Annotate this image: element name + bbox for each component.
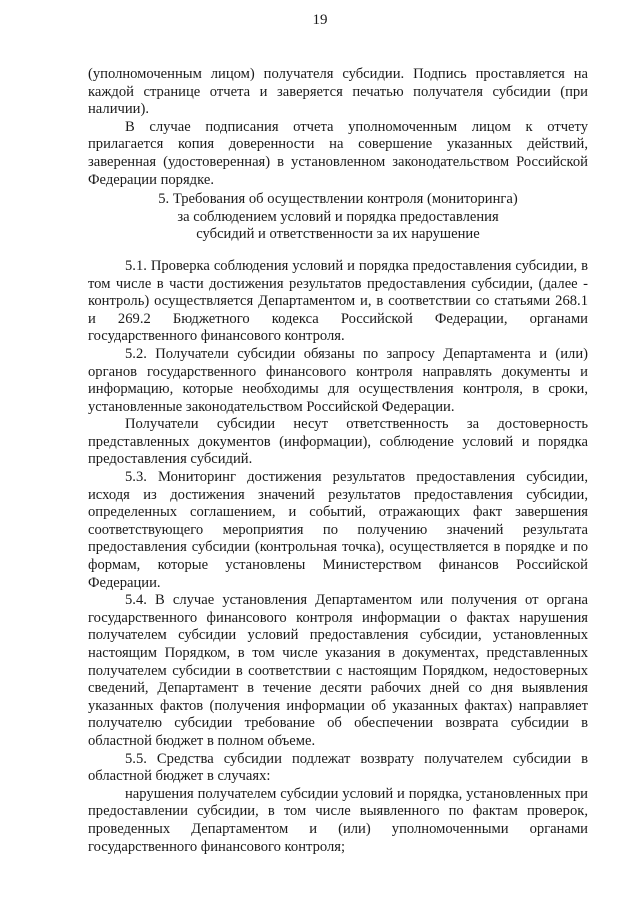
paragraph-5-2: 5.2. Получатели субсидии обязаны по запросу Департамента и (или) органов государственного финансового контроля направлять документы и информацию, которые необходимы для осуществления контроля, в сроки, установленные законодательством Российской Федерации. [88, 345, 588, 415]
page-number: 19 [312, 12, 328, 28]
section-heading-line-2: за соблюдением условий и порядка предоставления [177, 208, 499, 225]
paragraph-5-3: 5.3. Мониторинг достижения результатов предоставления субсидии, исходя из достижения значений результатов предоставления субсидии, определенных соглашением, и событий, отражающих факт завершения соответствующего мероприятия по получению значений результата предоставления субсидии (контрольная точка), осуществляется в порядке и по формам, которые установлены Министерством финансов Российской Федерации. [88, 469, 588, 591]
section-heading-line-1: 5. Требования об осуществлении контроля (мониторинга) [158, 191, 518, 208]
paragraph-responsibility: Получатели субсидии несут ответственность за достоверность представленных документов (информации), соблюдение условий и порядка предоставления субсидий. [88, 416, 588, 468]
section-heading [88, 191, 588, 244]
paragraph-signature: (уполномоченным лицом) получателя субсидии. Подпись проставляется на каждой странице отчета и заверяется печатью получателя субсидии (при наличии). [88, 66, 588, 118]
paragraph-5-1: 5.1. Проверка соблюдения условий и порядка предоставления субсидии, в том числе в части достижения результатов предоставления субсидии, (далее - контроль) осуществляется Департаментом и, в соответствии со статьями 268.1 и 269.2 Бюджетного кодекса Российской Федерации, органами государственного финансового контроля. [88, 257, 588, 345]
paragraph-power-of-attorney: В случае подписания отчета уполномоченным лицом к отчету прилагается копия доверенности на совершение указанных действий, заверенная (удостоверенная) в установленном законодательством Российской Федерации порядке. [88, 118, 588, 188]
paragraph-5-5: 5.5. Средства субсидии подлежат возврату получателем субсидии в областной бюджет в случаях: [88, 750, 588, 785]
paragraph-violation-case: нарушения получателем субсидии условий и порядка, установленных при предоставлении субсидии, в том числе выявленного по фактам проверок, проведенных Департаментом и (или) уполномоченными органами государственного финансового контроля; [88, 785, 588, 855]
paragraph-5-4: 5.4. В случае установления Департаментом или получения от органа государственного финансового контроля информации о фактах нарушения получателем субсидии условий предоставления субсидии, установленных настоящим Порядком, в том числе указания в документах, представленных получателем субсидии в соответствии с настоящим Порядком, недостоверных сведений, Департамент в течение десяти рабочих дней со дня выявления указанных фактов (получения информации об указанных фактах) направляет получателю субсидии требование об обеспечении возврата субсидии в областной бюджет в полном объеме. [88, 592, 588, 749]
section-heading-line-3: субсидий и ответственности за их нарушение [196, 226, 480, 243]
document-body [88, 66, 588, 856]
